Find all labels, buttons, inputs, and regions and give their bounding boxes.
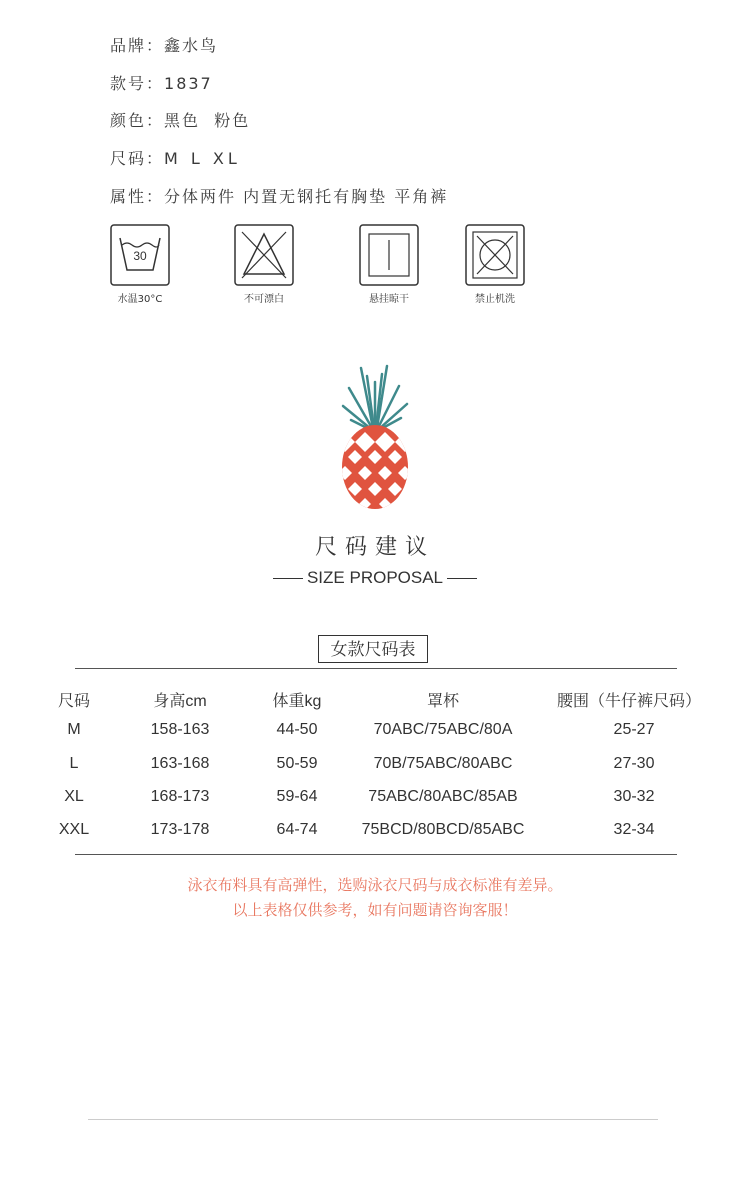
care-no-machine-wash-label: 禁止机洗: [475, 294, 515, 305]
header-waist: 腰围（牛仔裤尺码）: [556, 693, 702, 710]
row-xl-size: XL: [64, 788, 84, 805]
row-xl-cup: 75ABC/80ABC/85AB: [368, 788, 518, 805]
title-dash-right: [447, 578, 477, 579]
row-l-size: L: [69, 755, 79, 772]
size-table-title: 女款尺码表: [318, 635, 428, 663]
attr-size-value: M L XL: [164, 149, 241, 168]
attr-properties: [110, 184, 448, 207]
row-xxl-cup: 75BCD/80BCD/85ABC: [361, 821, 525, 838]
table-bottom-rule: [75, 854, 677, 855]
section-title-en: [0, 568, 750, 588]
care-no-machine-wash: [435, 224, 555, 305]
attr-brand: [110, 33, 218, 56]
attr-properties-label: 属性：: [110, 187, 165, 206]
row-m-cup: 70ABC/75ABC/80A: [373, 721, 513, 738]
row-xl-waist: 30-32: [613, 788, 655, 805]
row-xxl-weight: 64-74: [276, 821, 318, 838]
row-xl-height: 168-173: [150, 788, 210, 805]
attr-color: [110, 108, 250, 131]
care-hang-dry: [329, 224, 449, 305]
care-wash-30: [80, 224, 200, 305]
row-l-waist: 27-30: [613, 755, 655, 772]
attr-brand-label: 品牌：: [110, 36, 165, 55]
attr-style-no-value: 1837: [164, 74, 213, 93]
header-size: 尺码: [57, 693, 91, 710]
header-weight: 体重kg: [272, 693, 322, 710]
bottom-divider: [88, 1119, 658, 1120]
attr-style-no: [110, 71, 213, 94]
row-xxl-height: 173-178: [150, 821, 210, 838]
attr-style-no-label: 款号：: [110, 74, 165, 93]
header-cup: 罩杯: [426, 693, 460, 710]
note-reference: 以上表格仅供参考，如有问题请咨询客服！: [232, 901, 518, 919]
pineapple-icon: [325, 362, 425, 512]
row-m-weight: 44-50: [276, 721, 318, 738]
row-l-weight: 50-59: [276, 755, 318, 772]
attr-size-label: 尺码：: [110, 149, 165, 168]
section-title-en-text: SIZE PROPOSAL: [306, 568, 444, 587]
attr-color-label: 颜色：: [110, 111, 165, 130]
title-dash-left: [273, 578, 303, 579]
attr-properties-value: 分体两件 内置无钢托有胸垫 平角裤: [164, 187, 449, 206]
svg-text:30: 30: [133, 249, 147, 263]
attr-brand-value: 鑫水鸟: [164, 36, 219, 55]
attr-color-value: 黑色 粉色: [164, 111, 251, 130]
row-m-height: 158-163: [150, 721, 210, 738]
care-no-bleach-label: 不可漂白: [244, 294, 284, 305]
row-xxl-size: XXL: [58, 821, 90, 838]
hang-dry-icon: [359, 224, 419, 286]
section-title-cn: 尺码建议: [314, 535, 435, 560]
row-l-cup: 70B/75ABC/80ABC: [373, 755, 513, 772]
wash-30-icon: [110, 224, 170, 286]
row-m-waist: 25-27: [613, 721, 655, 738]
row-l-height: 163-168: [150, 755, 210, 772]
row-xxl-waist: 32-34: [613, 821, 655, 838]
care-hang-dry-label: 悬挂晾干: [369, 294, 409, 305]
row-m-size: M: [67, 721, 81, 738]
row-xl-weight: 59-64: [276, 788, 318, 805]
no-machine-wash-icon: [465, 224, 525, 286]
care-no-bleach: [204, 224, 324, 305]
no-bleach-icon: [234, 224, 294, 286]
note-elasticity: 泳衣布料具有高弹性，选购泳衣尺码与成衣标准有差异。: [187, 876, 563, 894]
attr-size: [110, 146, 241, 169]
header-height: 身高cm: [153, 693, 207, 710]
table-top-rule: [75, 668, 677, 669]
care-wash-label: 水温30°C: [117, 294, 163, 305]
